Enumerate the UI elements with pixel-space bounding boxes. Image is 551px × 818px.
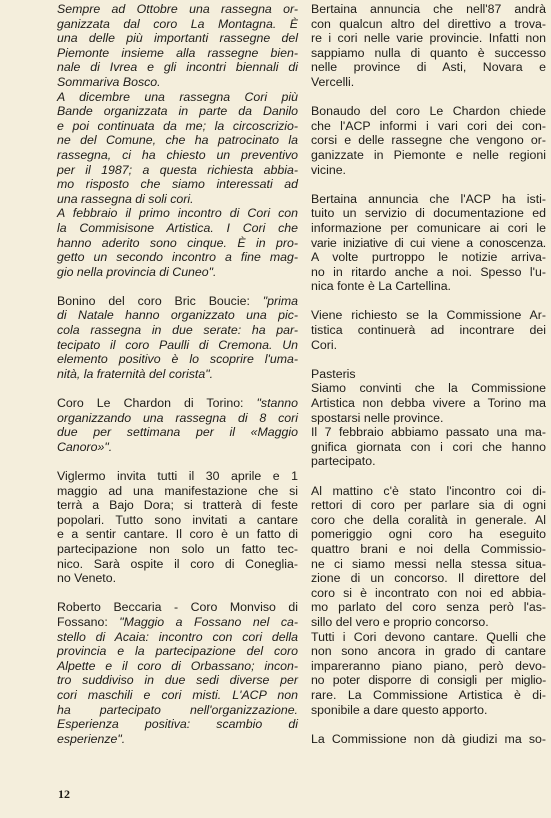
text-line: Tutti i Cori devono cantare. Quelli che <box>311 629 546 644</box>
text-line: partecipato. <box>311 454 376 469</box>
text-line: Bertaina annuncia che nell'87 andrà <box>311 2 546 16</box>
text-line: Cori. <box>311 337 338 352</box>
text-line: getto un secondo incontro a fine mag- <box>57 250 298 265</box>
text-line: popolari. Tutto sono invitati a cantare <box>57 512 298 527</box>
text-line: sillo del vero e proprio concorso. <box>311 614 489 629</box>
text-line: ha partecipato nell'organizzazione. <box>57 702 298 717</box>
speaker-name: Pasteris <box>311 366 356 381</box>
text-line: che l'ACP informi i vari cori dei con- <box>311 118 546 133</box>
speaker-intro: Fossano: <box>57 614 108 629</box>
text-line: quattro brani e noi della Commissio- <box>311 541 546 556</box>
text-line: Vercelli. <box>311 74 355 89</box>
text-line: Bertaina annuncia che l'ACP ha isti- <box>311 191 546 206</box>
text-line: sponibile a dare questo apporto. <box>311 702 488 717</box>
text-line: gnifica giornata con i cori che hanno <box>311 439 546 454</box>
quote-text: "Maggio a Fossano nel ca- <box>119 614 298 629</box>
text-line: informazione per comunicare ai cori le <box>311 220 546 235</box>
text-line: ne ci siamo messi nella stessa situa- <box>311 556 546 571</box>
text-line: due per settimana per il «Maggio <box>57 425 298 440</box>
text-line: sappiamo nulla di quanto è successo <box>311 45 546 60</box>
text-line: Piemonte insieme alla rassegne bien- <box>57 45 298 60</box>
paragraph-viglermo <box>57 469 298 586</box>
text-line: vicine. <box>311 162 346 177</box>
text-line: terrà a Bajo Dora; si tratterà di feste <box>57 498 298 513</box>
text-line: no Veneto. <box>57 571 117 586</box>
text-line: hanno aderito sono cinque. È in pro- <box>57 235 298 250</box>
text-line: Bonaudo del coro Le Chardon chiede <box>311 104 546 119</box>
right-column <box>311 2 546 761</box>
text-line: mo risposto che siamo interessati ad <box>57 177 298 192</box>
text-line: Al mattino c'è stato l'incontro coi di- <box>311 483 546 498</box>
text-line: no in ritardo anche a noi. Spesso l'u- <box>311 264 546 279</box>
paragraph-morning-meeting <box>311 484 546 718</box>
text-line: la Commisisone Artistica. I Cori che <box>57 220 298 235</box>
text-line: ganizzata dal coro La Montagna. È <box>57 16 298 31</box>
text-line: ganizzate in Piemonte e nelle regioni <box>311 147 546 162</box>
text-line: Artistica non debba vivere a Torino ma <box>311 396 546 411</box>
text-line: varie iniziative di cui viene a conoscenza. <box>311 235 546 250</box>
text-line: tuito un servizio di documentazione ed <box>311 206 546 221</box>
paragraph-rassegne-report <box>57 2 298 279</box>
text-line: nico. Sarà ospite il coro di Coneglia- <box>57 556 298 571</box>
left-column <box>57 2 298 761</box>
quote-text: "stanno <box>256 396 298 411</box>
text-line: corsi e delle rassegne che vengono or- <box>311 133 546 148</box>
text-line: Sommariva Bosco. <box>57 74 161 89</box>
text-line: zione di un concorso. Il direttore del <box>311 571 546 586</box>
text-line: maggio ad una manifestazione che si <box>57 483 298 498</box>
text-line: stello di Acaia: incontro con cori della <box>57 629 298 644</box>
text-line: Alpette e il coro di Orbassano; incon- <box>57 658 298 673</box>
text-line: una delle più importanti rassegne del <box>57 31 298 46</box>
text-line: impareranno piano piano, però devo- <box>311 658 546 673</box>
text-line: Viene richiesto se la Commissione Ar- <box>311 308 546 323</box>
paragraph-commission-question <box>311 308 546 352</box>
text-line: mo parlato del coro senza però l'as- <box>311 600 546 615</box>
paragraph-le-chardon <box>57 396 298 454</box>
text-line: rare. La Commissione Artistica è di- <box>311 687 546 702</box>
text-line: Il 7 febbraio abbiamo passato una ma- <box>311 425 546 440</box>
text-line: spostarsi nelle province. <box>311 410 444 425</box>
text-line: Esperienza positiva: scambio di <box>57 717 298 732</box>
text-line: La Commissione non dà giudizi ma so- <box>311 731 546 746</box>
text-line: provincia e la partecipazione del coro <box>57 644 298 659</box>
paragraph-commission-no-judgement <box>311 732 546 747</box>
speaker-intro: Bonino del coro Bric Boucie: <box>57 293 263 308</box>
text-line: non sono ancora in grado di cantare <box>311 644 546 659</box>
text-line: rettori di coro per parlare sia di ogni <box>311 498 546 513</box>
text-line: Bande organizzata in parte da Danilo <box>57 104 298 119</box>
paragraph-bertaina-service <box>311 192 546 294</box>
text-line: una rassegna di soli cori. <box>57 191 194 206</box>
text-line: coro si è incontrato con noi ed abbia- <box>311 585 546 600</box>
text-line: tro suddiviso in due sedi diverse per <box>57 673 298 688</box>
text-line: e a sentir cantare. Il coro è un fatto di <box>57 527 298 542</box>
text-line: gio nella provincia di Cuneo". <box>57 264 217 279</box>
speaker-intro: Coro Le Chardon di Torino: <box>57 396 257 411</box>
text-line: A dicembre una rassegna Cori più <box>57 89 298 104</box>
text-line: ne del Comune, che ha patrocinato la <box>57 133 298 148</box>
text-line: coro che della coralità in generale. Al <box>311 512 546 527</box>
text-line: cori maschili e cori misti. L'ACP non <box>57 687 298 702</box>
text-line: re i cori nelle varie provincie. Infatti non <box>311 31 546 46</box>
paragraph-bertaina-provinces <box>311 2 546 90</box>
text-line: con qualcun altro del direttivo a trova- <box>311 16 546 31</box>
text-line: tistica continuerà ad incontrare dei <box>311 323 546 338</box>
text-line: no poter disporre di consigli per miglio- <box>311 673 546 688</box>
text-line: nale di Ivrea e gli incontri biennali di <box>57 60 298 75</box>
text-line: Viglermo invita tutti il 30 aprile e 1 <box>57 469 298 483</box>
quote-text: "prima <box>262 293 298 308</box>
text-line: nelle province di Asti, Novara e <box>311 60 546 75</box>
text-line: Canoro»". <box>57 439 113 454</box>
text-line: di Natale hanno organizzato una pic- <box>57 308 298 323</box>
text-line: Siamo convinti che la Commissione <box>311 381 546 396</box>
paragraph-pasteris <box>311 367 546 469</box>
text-line: pomeriggio ogni coro ha eseguito <box>311 527 546 542</box>
paragraph-bonaudo <box>311 104 546 177</box>
page-number: 12 <box>58 787 70 801</box>
text-line: e poi continuata da me; la circoscrizio- <box>57 118 298 133</box>
text-line: per il 1987; a questa richiesta abbia- <box>57 162 298 177</box>
text-line: Sempre ad Ottobre una rassegna or- <box>57 2 298 16</box>
text-line: organizzando una rassegna di 8 cori <box>57 410 298 425</box>
text-line: rassegna, ci ha chiesto un preventivo <box>57 147 298 162</box>
text-line: Roberto Beccaria - Coro Monviso di <box>57 600 298 615</box>
text-line: nica fonte è La Cartellina. <box>311 279 451 294</box>
text-line: nità, la fraternità del corista". <box>57 366 214 381</box>
text-line: A febbraio il primo incontro di Cori con <box>57 206 298 221</box>
paragraph-beccaria <box>57 600 298 746</box>
text-line: elemento positivo è lo scoprire l'uma- <box>57 352 298 367</box>
text-line: esperienze". <box>57 731 126 746</box>
paragraph-bonino <box>57 294 298 382</box>
text-line: partecipazione non solo un fatto tec- <box>57 541 298 556</box>
text-line: A volte purtroppo le notizie arriva- <box>311 250 546 265</box>
text-line: cola rassegna in due serate: ha par- <box>57 323 298 338</box>
text-line: tecipato il coro Paulli di Cremona. Un <box>57 337 298 352</box>
